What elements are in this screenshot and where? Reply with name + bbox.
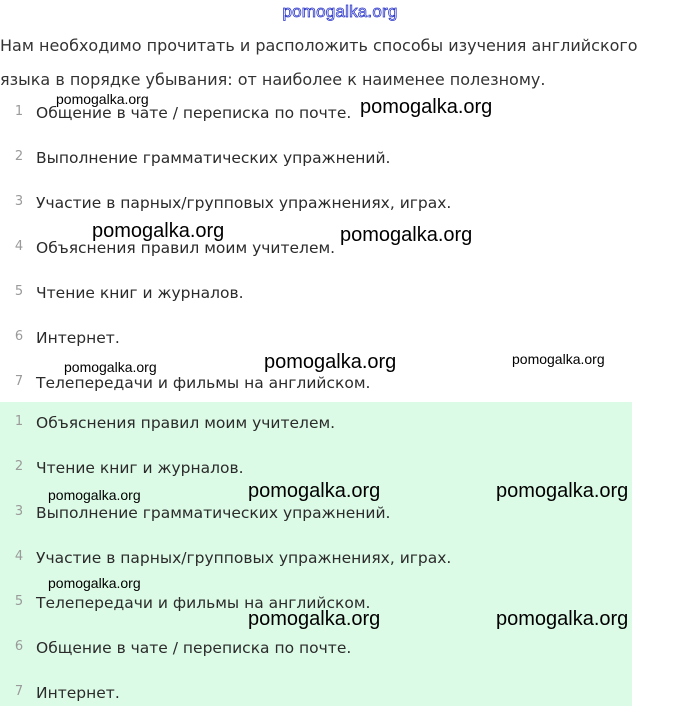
- item-number: 7: [14, 684, 24, 699]
- initial-list: [0, 92, 632, 407]
- item-number: 6: [14, 639, 24, 654]
- item-text: Телепередачи и фильмы на английском.: [36, 594, 371, 612]
- item-number: 2: [14, 149, 24, 164]
- watermark: pomogalka.org: [496, 480, 629, 502]
- item-text: Участие в парных/групповых упражнениях, играх.: [36, 194, 452, 212]
- watermark: pomogalka.org: [92, 220, 225, 242]
- item-number: 6: [14, 329, 24, 344]
- item-text: Интернет.: [36, 684, 120, 702]
- watermark: pomogalka.org: [496, 608, 629, 630]
- watermark: pomogalka.org: [264, 351, 397, 373]
- item-number: 5: [14, 284, 24, 299]
- item-number: 3: [14, 194, 24, 209]
- item-number: 2: [14, 459, 24, 474]
- item-text: Чтение книг и журналов.: [36, 284, 244, 302]
- list-item: [0, 447, 632, 492]
- list-item: [0, 182, 632, 227]
- item-text: Чтение книг и журналов.: [36, 459, 244, 477]
- watermark: pomogalka.org: [48, 575, 141, 591]
- watermark: pomogalka.org: [48, 487, 141, 503]
- watermark: pomogalka.org: [512, 351, 605, 367]
- item-number: 3: [14, 504, 24, 519]
- item-number: 4: [14, 549, 24, 564]
- item-text: Телепередачи и фильмы на английском.: [36, 374, 371, 392]
- watermark: pomogalka.org: [56, 91, 149, 107]
- item-number: 4: [14, 239, 24, 254]
- watermark: pomogalka.org: [64, 359, 157, 375]
- answer-list: [0, 402, 632, 706]
- list-item: [0, 582, 632, 627]
- list-item: [0, 317, 632, 362]
- item-number: 1: [14, 414, 24, 429]
- watermark: pomogalka.org: [248, 608, 381, 630]
- item-text: Интернет.: [36, 329, 120, 347]
- item-text: Объяснения правил моим учителем.: [36, 239, 336, 257]
- task-intro: Нам необходимо прочитать и расположить способы изучения английского языка в порядке убывания: от наиболее к наименее полезному.: [0, 36, 638, 89]
- item-text: Общение в чате / переписка по почте.: [36, 104, 352, 122]
- item-text: Участие в парных/групповых упражнениях, играх.: [36, 549, 452, 567]
- item-number: 7: [14, 374, 24, 389]
- item-text: Выполнение грамматических упражнений.: [36, 504, 391, 522]
- list-item: [0, 672, 632, 717]
- list-item: [0, 402, 632, 447]
- list-item: [0, 92, 632, 137]
- list-item: [0, 227, 632, 272]
- list-item: [0, 537, 632, 582]
- item-text: Общение в чате / переписка по почте.: [36, 639, 352, 657]
- list-item: [0, 272, 632, 317]
- watermark: pomogalka.org: [248, 480, 381, 502]
- item-number: 1: [14, 104, 24, 119]
- watermark: pomogalka.org: [340, 224, 473, 246]
- list-item: [0, 492, 632, 537]
- item-number: 5: [14, 594, 24, 609]
- list-item: [0, 362, 632, 407]
- site-title: pomogalka.org: [282, 2, 398, 21]
- item-text: Выполнение грамматических упражнений.: [36, 149, 391, 167]
- list-item: [0, 137, 632, 182]
- watermark: pomogalka.org: [360, 96, 493, 118]
- item-text: Объяснения правил моим учителем.: [36, 414, 336, 432]
- list-item: [0, 627, 632, 672]
